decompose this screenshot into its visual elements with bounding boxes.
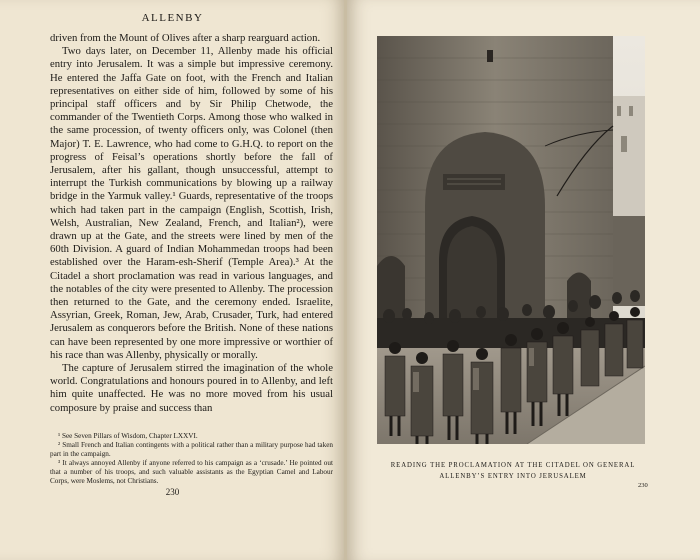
footnotes <box>50 432 333 486</box>
paragraph-continuation: driven from the Mount of Olives after a sharp rearguard action. <box>50 32 321 44</box>
photo-caption <box>382 460 644 482</box>
footnote-2: ² Small French and Italian contingents with a political rather than a military purpose had taken part in the campaign. <box>50 441 333 458</box>
photograph-citadel-proclamation-icon <box>377 36 645 444</box>
running-head: ALLENBY <box>141 12 204 24</box>
body-text <box>50 32 333 415</box>
photograph-plate <box>377 36 645 444</box>
page-number-left: 230 <box>165 487 180 497</box>
paragraph-capture-of-jerusalem: The capture of Jerusalem stirred the imagination of the whole world. Congratulations and honours poured in to Allenby, and left him quite unaffected. He was no more moved from his usual composure by praise and success than <box>50 362 333 414</box>
page-number-right: 230 <box>638 482 648 489</box>
caption-line-2: ALLENBY’S ENTRY INTO JERUSALEM <box>439 473 587 480</box>
caption-line-1: READING THE PROCLAMATION AT THE CITADEL ON GENERAL <box>390 462 636 469</box>
footnote-3: ³ It always annoyed Allenby if anyone referred to his campaign as a ‘crusade.’ He pointed out that a number of his troops, and such valuable assistants as the Egyptian Camel and Labour Corps, were Moslems, not Christians. <box>50 459 333 485</box>
paragraph-entry-into-jerusalem: Two days later, on December 11, Allenby made his official entry into Jerusalem. It was a simple but impressive ceremony. He entered the Jaffa Gate on foot, with the French and Italian representatives on either side of him, followed by some of his principal staff officers and by Sir Philip Chetwode, the commander of the Twentieth Corps. Among those who walked in the same procession, of twenty officers only, was Colonel (then Major) T. E. Lawrence, who had come to G.H.Q. to report on the progress of Feisal’s operations shortly before the fall of Jerusalem, after his gallant, though unsuccessful, attempt to interrupt the Turkish communications by blowing up a railway bridge in the Yarmuk valley.¹ Guards, representative of the troops which had taken part in the campaign (English, Scottish, Irish, Welsh, Australian, New Zealand, French, and Italian²), were drawn up at the Gate, and the streets were lined by men of the 60th Division. A guard of Indian Mohammedan troops had been established over the Haram-esh-Sherif (Temple Area).³ At the Citadel a short proclamation was read in various languages, and the notables of the city were presented to Allenby. The procession then returned to the Gate, and the ceremony ended. Israelite, Assyrian, Greek, Roman, Jew, Arab, Crusader, Turk, had entered Jerusalem as conquerors before the British. None of these nations can have been represented by one more impressive or worthier of his race than was Allenby, physically or morally. <box>50 45 333 361</box>
left-page <box>0 0 345 560</box>
footnote-1: ¹ See Seven Pillars of Wisdom, Chapter LXXVI. <box>58 432 198 440</box>
